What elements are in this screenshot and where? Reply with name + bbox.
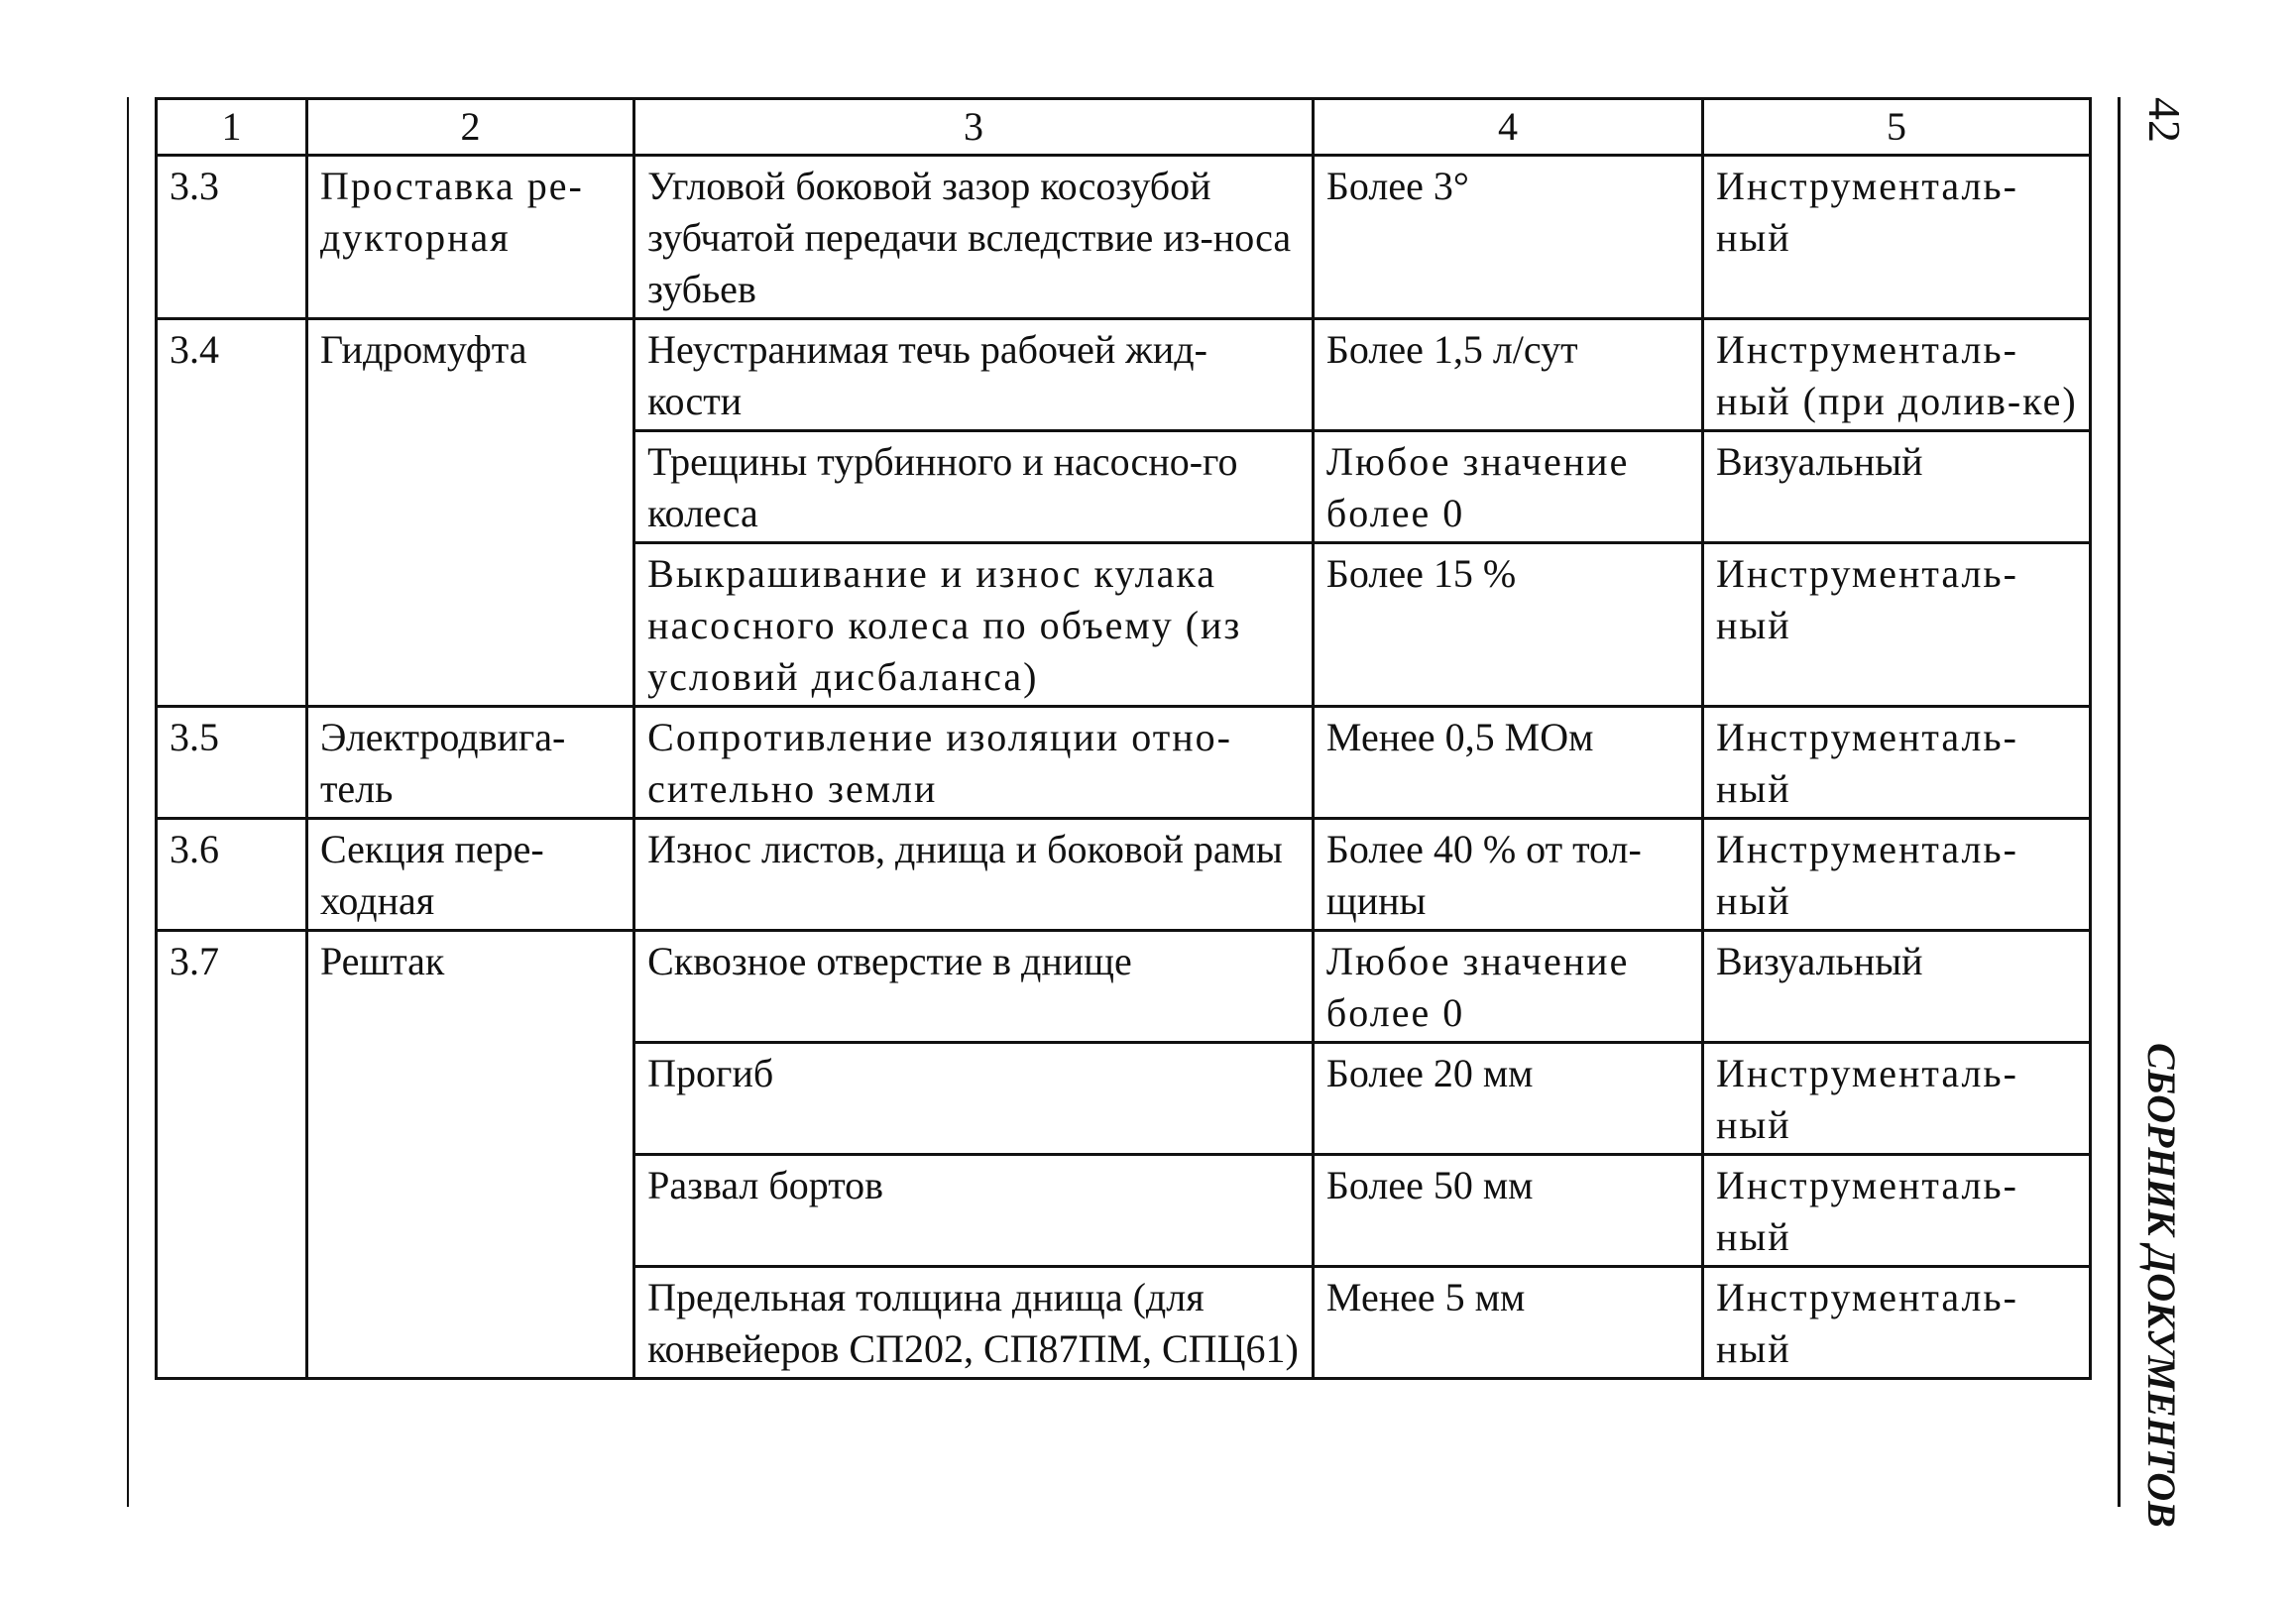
- control-method: Инструменталь-ный: [1702, 819, 2090, 931]
- control-method: Инструменталь-ный: [1702, 707, 2090, 819]
- column-number: 2: [306, 99, 633, 156]
- limit-value: Более 3°: [1313, 156, 1702, 319]
- running-head: [2120, 97, 2203, 1528]
- element-name: Электродвига-тель: [306, 707, 633, 819]
- control-method: Инструменталь-ный: [1702, 543, 2090, 707]
- page-number: 42: [2139, 97, 2190, 143]
- item-number: 3.7: [157, 931, 307, 1379]
- column-number: 4: [1313, 99, 1702, 156]
- collection-title: СБОРНИК ДОКУМЕНТОВ: [2139, 1043, 2184, 1528]
- item-number: 3.5: [157, 707, 307, 819]
- limit-value: Любое значение более 0: [1313, 431, 1702, 543]
- defect-description: Угловой боковой зазор косозубой зубчатой передачи вследствие из-носа зубьев: [634, 156, 1314, 319]
- table-row: [157, 319, 2091, 431]
- column-number: 1: [157, 99, 307, 156]
- element-name: Гидромуфта: [306, 319, 633, 707]
- column-number-row: [157, 99, 2091, 156]
- item-number: 3.6: [157, 819, 307, 931]
- element-name: Рештак: [306, 931, 633, 1379]
- table-row: [157, 156, 2091, 319]
- defect-description: Прогиб: [634, 1043, 1314, 1155]
- column-number: 5: [1702, 99, 2090, 156]
- limit-value: Любое значение более 0: [1313, 931, 1702, 1043]
- defect-description: Развал бортов: [634, 1155, 1314, 1267]
- limit-value: Более 20 мм: [1313, 1043, 1702, 1155]
- defect-description: Трещины турбинного и насосно-го колеса: [634, 431, 1314, 543]
- limit-value: Более 50 мм: [1313, 1155, 1702, 1267]
- defect-description: Предельная толщина днища (для конвейеров СП202, СП87ПМ, СПЦ61): [634, 1267, 1314, 1379]
- defects-table: [155, 97, 2092, 1380]
- defect-description: Износ листов, днища и боковой рамы: [634, 819, 1314, 931]
- control-method: Визуальный: [1702, 431, 2090, 543]
- defect-description: Выкрашивание и износ кулака насосного колеса по объему (из условий дисбаланса): [634, 543, 1314, 707]
- limit-value: Менее 5 мм: [1313, 1267, 1702, 1379]
- table-row: [157, 819, 2091, 931]
- control-method: Инструменталь-ный: [1702, 1155, 2090, 1267]
- control-method: Инструменталь-ный (при долив-ке): [1702, 319, 2090, 431]
- table-row: [157, 707, 2091, 819]
- limit-value: Более 40 % от тол-щины: [1313, 819, 1702, 931]
- limit-value: Более 15 %: [1313, 543, 1702, 707]
- limit-value: Менее 0,5 МОм: [1313, 707, 1702, 819]
- item-number: 3.4: [157, 319, 307, 707]
- item-number: 3.3: [157, 156, 307, 319]
- control-method: Инструменталь-ный: [1702, 1043, 2090, 1155]
- control-method: Инструменталь-ный: [1702, 1267, 2090, 1379]
- element-name: Проставка ре-дукторная: [306, 156, 633, 319]
- control-method: Визуальный: [1702, 931, 2090, 1043]
- limit-value: Более 1,5 л/сут: [1313, 319, 1702, 431]
- element-name: Секция пере-ходная: [306, 819, 633, 931]
- defect-description: Сквозное отверстие в днище: [634, 931, 1314, 1043]
- table-row: [157, 931, 2091, 1043]
- defect-description: Неустранимая течь рабочей жид-кости: [634, 319, 1314, 431]
- column-number: 3: [634, 99, 1314, 156]
- control-method: Инструменталь-ный: [1702, 156, 2090, 319]
- left-margin-rule: [127, 97, 129, 1507]
- defect-description: Сопротивление изоляции отно-сительно земли: [634, 707, 1314, 819]
